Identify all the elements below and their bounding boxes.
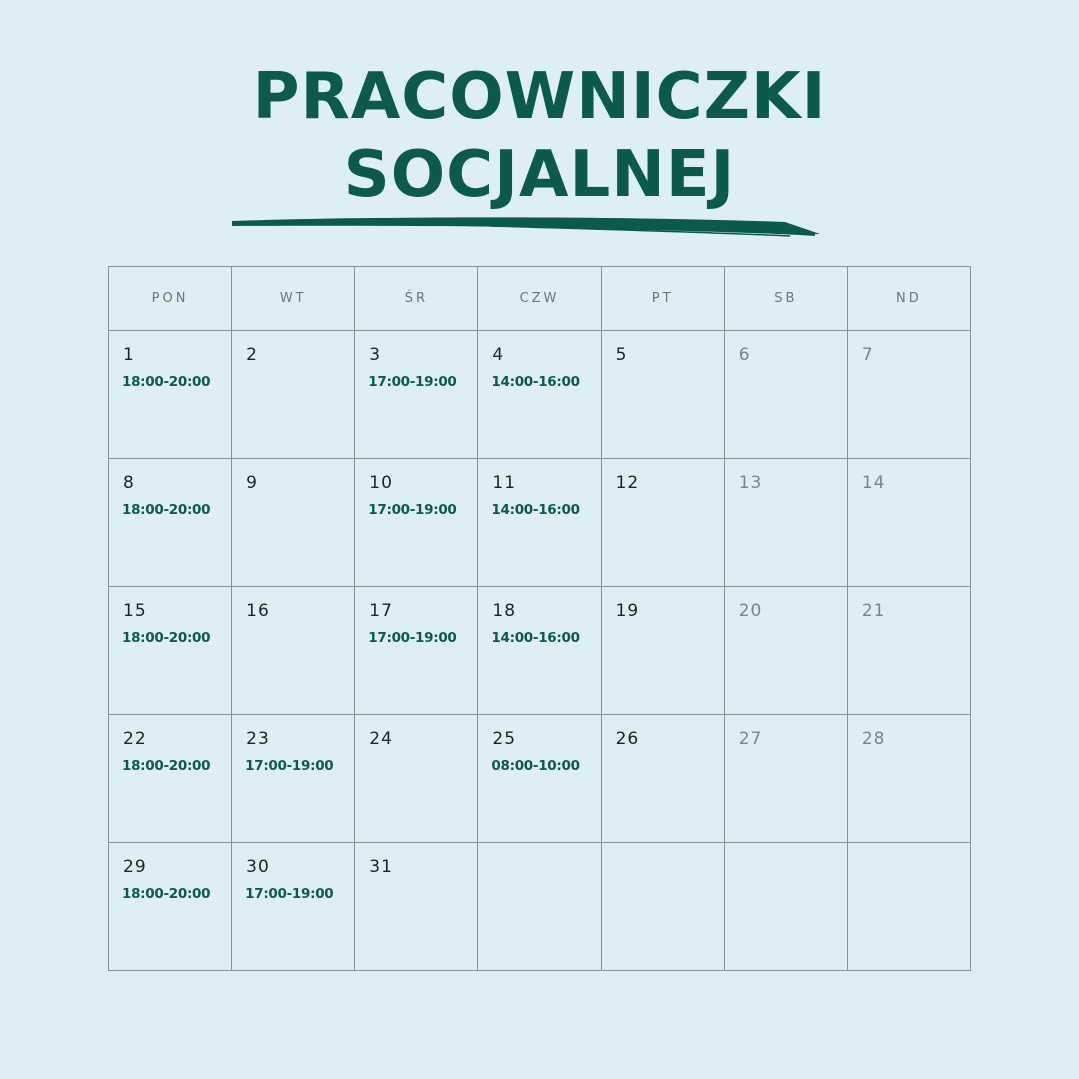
day-number: 5 [615,345,628,365]
time-slot: 18:00-20:00 [122,374,211,390]
day-number: 13 [738,473,763,493]
calendar-week-row [109,331,971,459]
calendar-day-cell[interactable] [355,459,478,587]
time-slot: 17:00-19:00 [368,374,457,390]
day-number: 1 [123,345,135,365]
day-number: 4 [492,345,505,365]
calendar-day-cell[interactable] [601,715,724,843]
time-slot: 14:00-16:00 [491,502,580,518]
calendar-day-cell[interactable] [355,331,478,459]
time-slot: 14:00-16:00 [491,630,580,646]
day-number: 27 [738,729,763,749]
calendar-day-cell[interactable] [109,459,232,587]
calendar-day-cell[interactable] [724,459,847,587]
day-number: 17 [369,601,393,621]
calendar-day-cell[interactable] [109,587,232,715]
weekday-header-sun: ND [847,267,970,331]
calendar-day-cell[interactable] [601,331,724,459]
day-number: 2 [246,345,258,365]
calendar-day-cell[interactable] [724,843,847,971]
calendar-day-cell[interactable] [478,843,601,971]
weekday-header-wed: ŚR [355,267,478,331]
day-number: 30 [246,857,270,877]
calendar-week-row [109,459,971,587]
day-number: 11 [492,473,517,493]
calendar-day-cell[interactable] [109,715,232,843]
calendar-day-cell[interactable] [724,587,847,715]
weekday-header-tue: WT [232,267,355,331]
calendar-day-cell[interactable] [232,715,355,843]
time-slot: 14:00-16:00 [491,374,580,390]
day-number: 24 [369,729,393,749]
time-slot: 08:00-10:00 [491,758,580,774]
time-slot: 17:00-19:00 [368,630,457,646]
calendar-day-cell[interactable] [478,331,601,459]
calendar-day-cell[interactable] [847,331,970,459]
day-number: 23 [246,729,270,749]
day-number: 6 [738,345,751,365]
weekday-header-mon: PON [109,267,232,331]
calendar-day-cell[interactable] [601,587,724,715]
day-number: 15 [123,601,147,621]
calendar-day-cell[interactable] [601,459,724,587]
calendar-day-cell[interactable] [109,331,232,459]
day-number: 22 [123,729,147,749]
weekday-header-row [109,267,971,331]
calendar-day-cell[interactable] [355,843,478,971]
day-number: 21 [861,601,886,621]
calendar-grid [108,266,971,971]
time-slot: 18:00-20:00 [122,886,211,902]
calendar-day-cell[interactable] [847,715,970,843]
calendar-day-cell[interactable] [232,459,355,587]
day-number: 8 [123,473,135,493]
day-number: 12 [615,473,640,493]
day-number: 9 [246,473,258,493]
title-line-2: SOCJALNEJ [343,138,736,212]
calendar-day-cell[interactable] [109,843,232,971]
calendar-day-cell[interactable] [355,587,478,715]
calendar-day-cell[interactable] [847,587,970,715]
brush-underline-decoration [230,214,822,240]
time-slot: 17:00-19:00 [245,886,334,902]
weekday-header-fri: PT [601,267,724,331]
day-number: 10 [369,473,393,493]
calendar-week-row [109,843,971,971]
time-slot: 17:00-19:00 [245,758,334,774]
calendar-week-row [109,587,971,715]
calendar-day-cell[interactable] [232,331,355,459]
day-number: 14 [861,473,886,493]
calendar-day-cell[interactable] [232,843,355,971]
day-number: 28 [861,729,886,749]
calendar-body [109,331,971,971]
day-number: 18 [492,601,517,621]
day-number: 20 [738,601,763,621]
time-slot: 18:00-20:00 [122,502,211,518]
calendar-day-cell[interactable] [355,715,478,843]
calendar-day-cell[interactable] [724,715,847,843]
calendar-day-cell[interactable] [847,459,970,587]
day-number: 26 [615,729,640,749]
time-slot: 17:00-19:00 [368,502,457,518]
day-number: 25 [492,729,517,749]
weekday-header-thu: CZW [478,267,601,331]
day-number: 7 [861,345,874,365]
page-title [0,58,1079,214]
calendar-day-cell[interactable] [847,843,970,971]
calendar-day-cell[interactable] [478,459,601,587]
title-line-1: PRACOWNICZKI [252,60,827,134]
calendar-day-cell[interactable] [478,715,601,843]
calendar-day-cell[interactable] [478,587,601,715]
day-number: 31 [369,857,393,877]
calendar-day-cell[interactable] [724,331,847,459]
time-slot: 18:00-20:00 [122,758,211,774]
time-slot: 18:00-20:00 [122,630,211,646]
day-number: 29 [123,857,147,877]
weekday-header-sat: SB [724,267,847,331]
day-number: 19 [615,601,640,621]
day-number: 3 [369,345,382,365]
calendar-week-row [109,715,971,843]
calendar-day-cell[interactable] [601,843,724,971]
day-number: 16 [246,601,270,621]
calendar-day-cell[interactable] [232,587,355,715]
